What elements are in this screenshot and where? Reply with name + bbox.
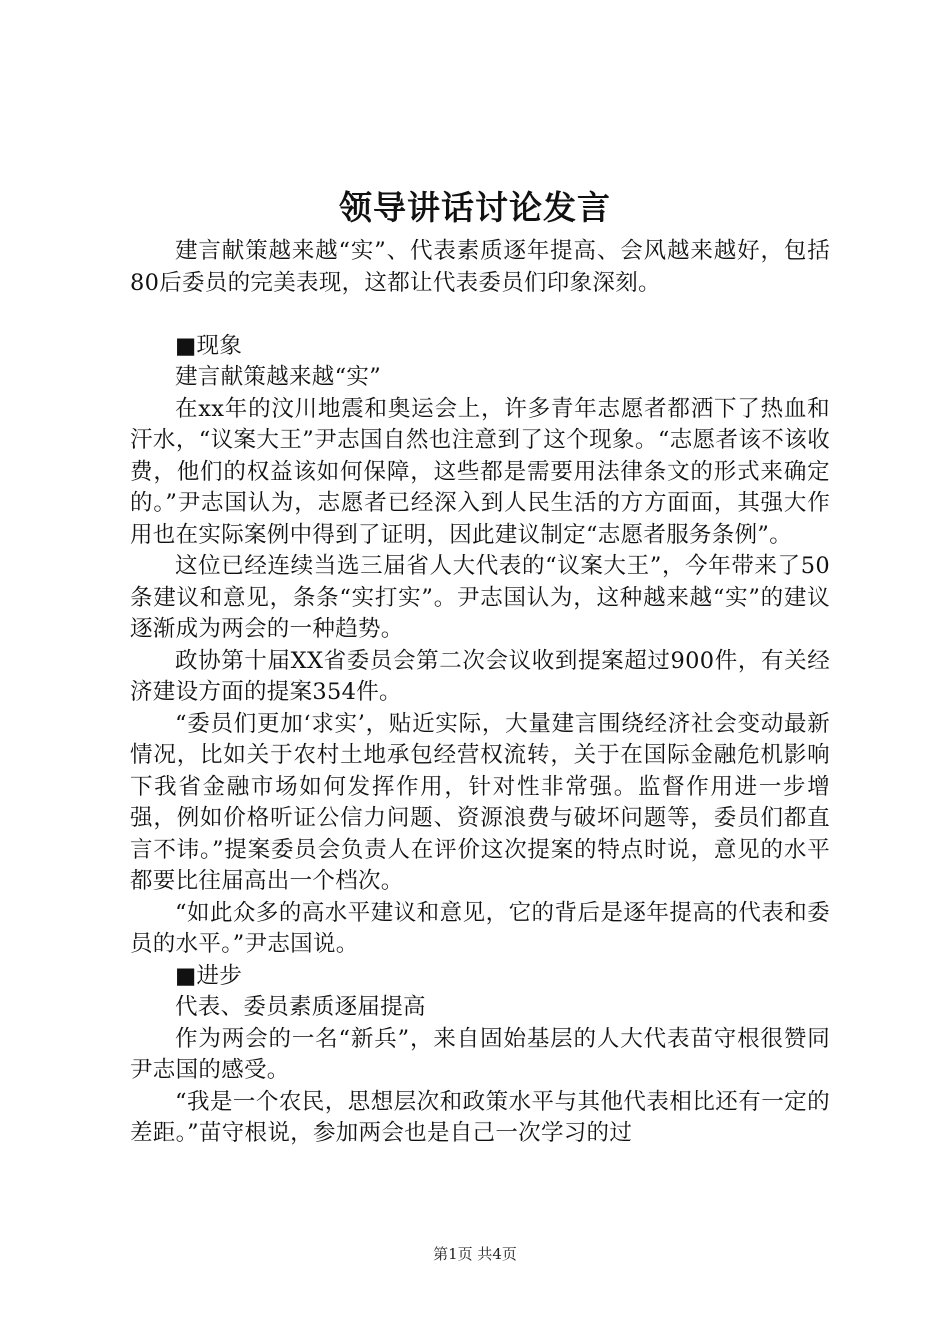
section-heading-progress: ■进步 [175,962,243,989]
paragraph: 在xx年的汶川地震和奥运会上，许多青年志愿者都洒下了热血和汗水，“议案大王”尹志国自然也注意到了这个现象。“志愿者该不该收费，他们的权益该如何保障，这些都是需要用法律条文的形式来确定的。”尹志国认为，志愿者已经深入到人民生活的方方面面，其强大作用也在实际案例中得到了证明，因此建议制定“志愿者服务条例”。 [130,395,830,548]
paragraph: 作为两会的一名“新兵”，来自固始基层的人大代表苗守根很赞同尹志国的感受。 [130,1025,830,1083]
paragraph: 政协第十届XX省委员会第二次会议收到提案超过900件，有关经济建设方面的提案354件。 [130,647,830,705]
document-title: 领导讲话讨论发言 [339,188,611,227]
paragraph: 这位已经连续当选三届省人大代表的“议案大王”，今年带来了50条建议和意见，条条“实打实”。尹志国认为，这种越来越“实”的建议逐渐成为两会的一种趋势。 [130,553,830,642]
paragraph: “委员们更加‘求实’，贴近实际，大量建言围绕经济社会变动最新情况，比如关于农村土地承包经营权流转，关于在国际金融危机影响下我省金融市场如何发挥作用，针对性非常强。监督作用进一步增强，例如价格听证公信力问题、资源浪费与破坏问题等，委员们都直言不讳。”提案委员会负责人在评价这次提案的特点时说，意见的水平都要比往届高出一个档次。 [130,710,830,894]
subheading-proposals: 建言献策越来越“实” [175,364,382,390]
page-number-footer: 第1页 共4页 [433,1245,517,1263]
document-body [130,236,830,1150]
paragraph: “如此众多的高水平建议和意见，它的背后是逐年提高的代表和委员的水平。”尹志国说。 [130,899,830,957]
paragraph-intro: 建言献策越来越“实”、代表素质逐年提高、会风越来越好，包括80后委员的完美表现，这都让代表委员们印象深刻。 [130,238,830,296]
subheading-quality: 代表、委员素质逐届提高 [175,994,426,1020]
section-heading-phenomenon: ■现象 [175,332,243,359]
paragraph: “我是一个农民，思想层次和政策水平与其他代表相比还有一定的差距。”苗守根说，参加两会也是自己一次学习的过 [130,1088,830,1146]
